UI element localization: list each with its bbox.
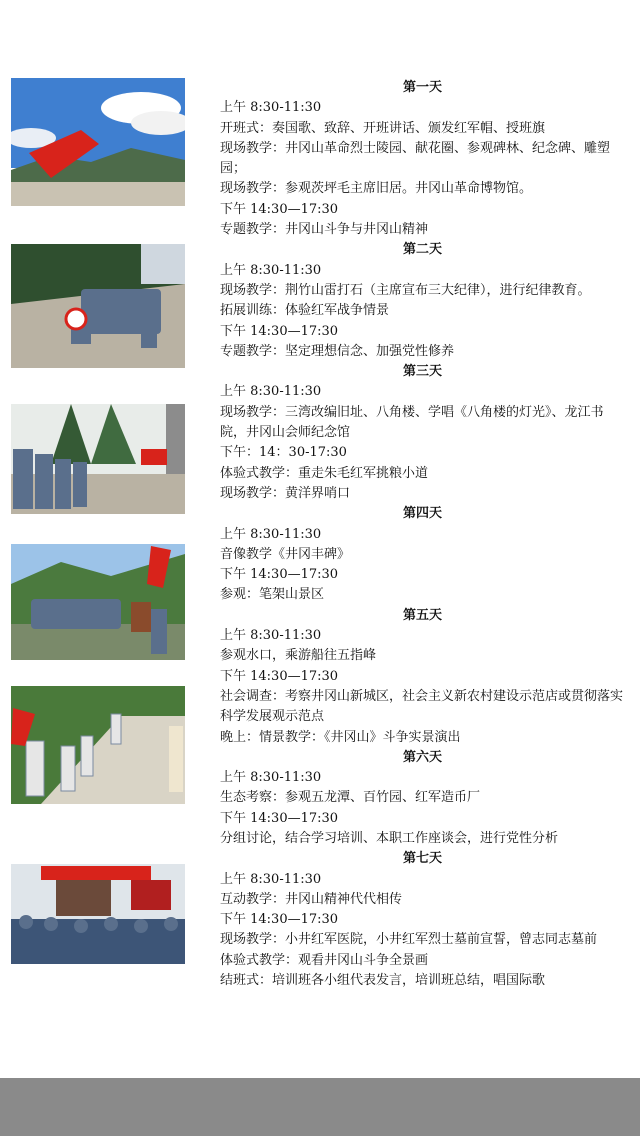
day-title: 第三天 — [402, 364, 442, 380]
photo-day3-salute — [11, 404, 185, 514]
day-title: 第七天 — [402, 851, 442, 867]
photo-day4-mountain — [11, 544, 185, 660]
schedule-line: 开班式：奏国歌、致辞、开班讲话、颁发红军帽、授班旗 — [220, 120, 546, 136]
day-block — [220, 240, 625, 362]
day-title: 第五天 — [402, 607, 442, 623]
schedule-line: 下午 14:30—17:30 — [220, 323, 339, 339]
schedule-line: 现场教学：井冈山革命烈士陵园、献花圈、参观碑林、纪念碑、雕塑园； — [220, 140, 611, 177]
photo-day5-climb — [11, 686, 185, 804]
schedule-line: 现场教学：参观茨坪毛主席旧居。井冈山革命博物馆。 — [220, 181, 533, 197]
schedule-line: 下午 14:30—17:30 — [220, 668, 339, 684]
schedule-line: 拓展训练：体验红军战争情景 — [220, 303, 390, 319]
schedule-line: 专题教学：坚定理想信念、加强党性修养 — [220, 343, 455, 359]
photo-day6-classroom — [11, 834, 185, 964]
schedule-line: 参观水口，乘游船往五指峰 — [220, 648, 377, 664]
day-title: 第二天 — [402, 242, 442, 258]
day-block — [220, 504, 625, 605]
day-block — [220, 849, 625, 991]
schedule-line: 音像教学《井冈丰碑》 — [220, 546, 351, 562]
schedule-line: 生态考察：参观五龙潭、百竹园、红军造币厂 — [220, 790, 481, 806]
day-title: 第六天 — [402, 749, 442, 765]
schedule-line: 分组讨论，结合学习培训、本职工作座谈会，进行党性分析 — [220, 830, 559, 846]
schedule-line: 上午 8:30-11:30 — [220, 526, 322, 542]
schedule — [220, 78, 625, 991]
schedule-line: 上午 8:30-11:30 — [220, 871, 322, 887]
schedule-line: 上午 8:30-11:30 — [220, 384, 322, 400]
photo-day1-flag — [11, 78, 185, 206]
schedule-line: 参观：笔架山景区 — [220, 587, 325, 603]
day-title: 第四天 — [402, 506, 442, 522]
schedule-line: 现场教学：小井红军医院，小井红军烈士墓前宣誓，曾志同志墓前 — [220, 932, 598, 948]
schedule-line: 下午：14：30-17:30 — [220, 445, 347, 461]
schedule-line: 社会调查：考察井冈山新城区，社会主义新农村建设示范店或贯彻落实科学发展观示范点 — [220, 688, 624, 725]
day-title: 第一天 — [402, 80, 442, 95]
schedule-line: 互动教学：井冈山精神代代相传 — [220, 891, 403, 907]
schedule-line: 结班式：培训班各小组代表发言，培训班总结，唱国际歌 — [220, 973, 546, 989]
day-block — [220, 362, 625, 504]
schedule-line: 体验式教学：重走朱毛红军挑粮小道 — [220, 465, 429, 481]
schedule-line: 上午 8:30-11:30 — [220, 100, 322, 116]
schedule-line: 上午 8:30-11:30 — [220, 770, 322, 786]
schedule-line: 晚上：情景教学：《井冈山》斗争实景演出 — [220, 729, 461, 745]
footer-bar — [0, 1078, 640, 1136]
schedule-line: 下午 14:30—17:30 — [220, 567, 339, 583]
schedule-line: 下午 14:30—17:30 — [220, 912, 339, 928]
day-block — [220, 78, 625, 240]
schedule-line: 现场教学：黄洋界哨口 — [220, 485, 351, 501]
schedule-line: 现场教学：三湾改编旧址、八角楼、学唱《八角楼的灯光》、龙江书院，井冈山会师纪念馆 — [220, 404, 604, 441]
schedule-line: 现场教学：荆竹山雷打石（主席宣布三大纪律），进行纪律教育。 — [220, 282, 591, 298]
photo-day2-march — [11, 244, 185, 368]
schedule-line: 下午 14:30—17:30 — [220, 201, 339, 217]
schedule-line: 专题教学：井冈山斗争与井冈山精神 — [220, 222, 429, 238]
schedule-line: 体验式教学：观看井冈山斗争全景画 — [220, 952, 429, 968]
day-block — [220, 606, 625, 748]
schedule-line: 上午 8:30-11:30 — [220, 262, 322, 278]
schedule-line: 下午 14:30—17:30 — [220, 810, 339, 826]
day-block — [220, 748, 625, 849]
schedule-line: 上午 8:30-11:30 — [220, 628, 322, 644]
